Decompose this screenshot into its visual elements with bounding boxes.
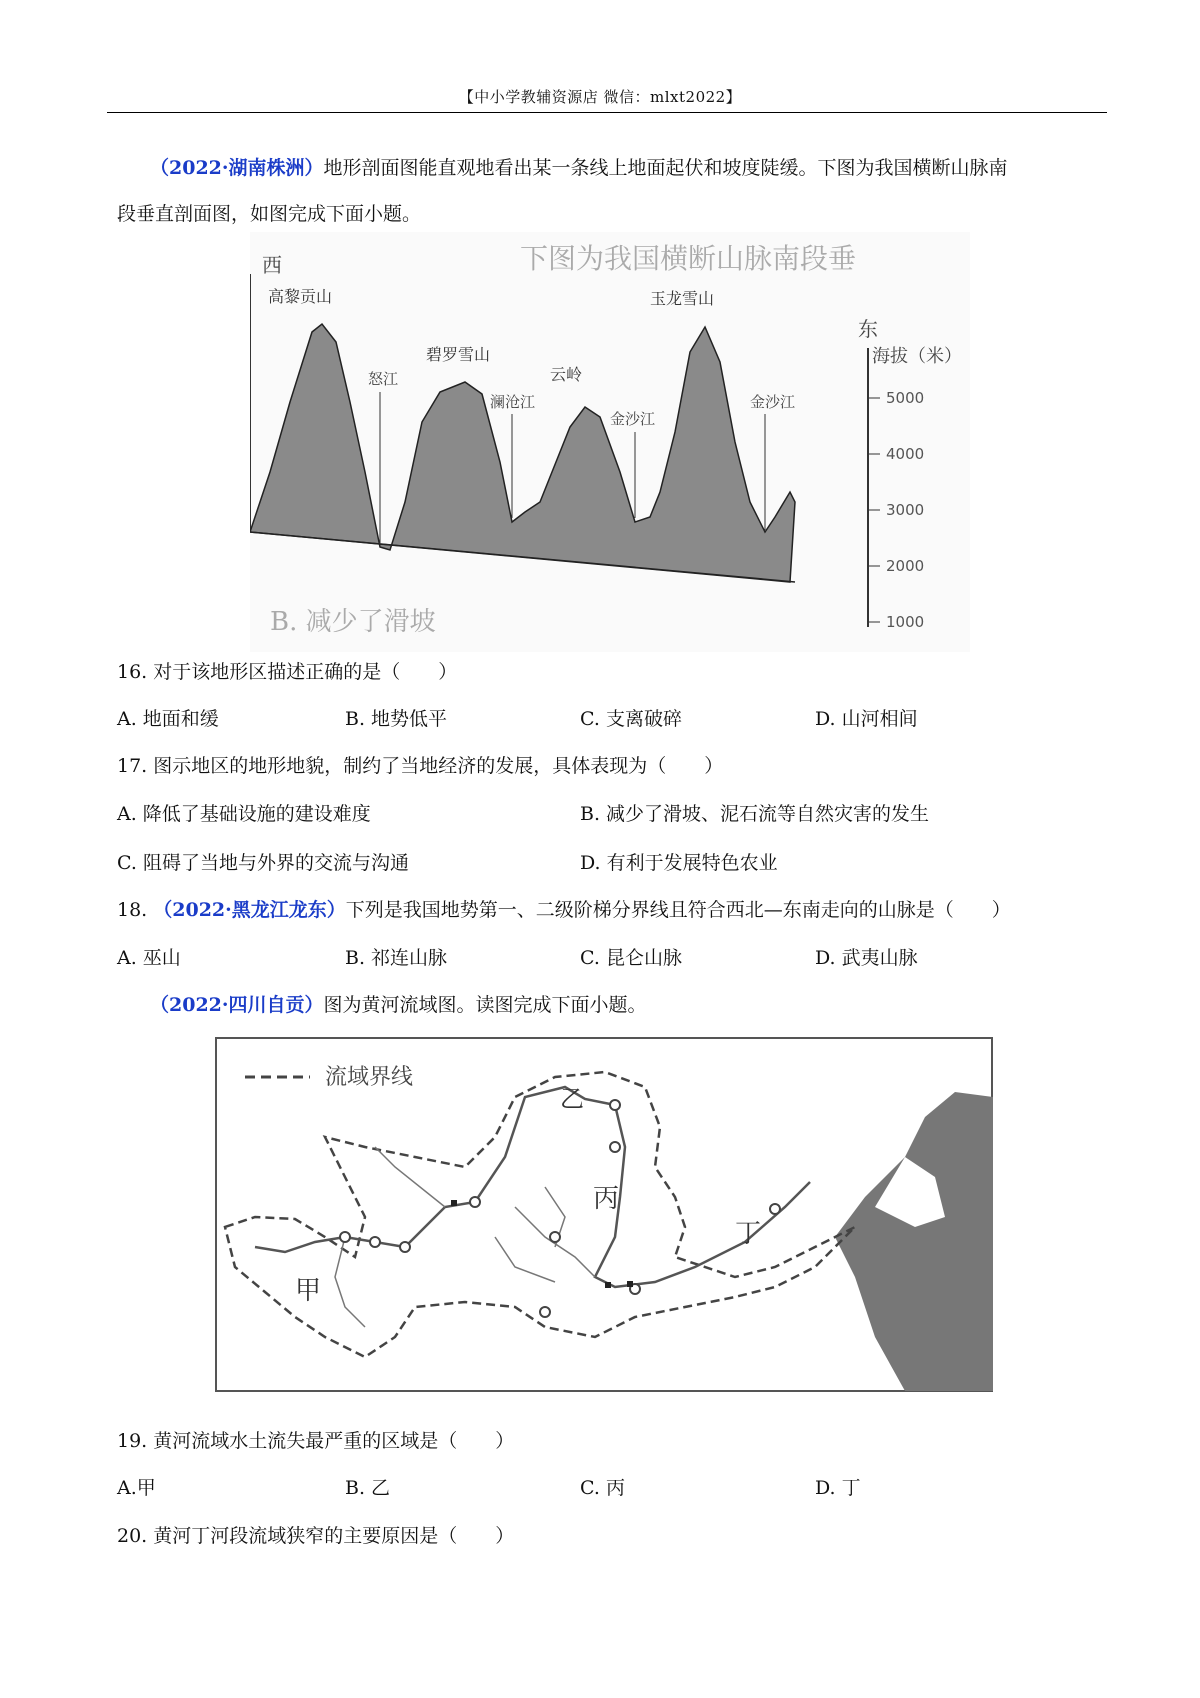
q17-option-b[interactable]: B. 减少了滑坡、泥石流等自然灾害的发生 [580,803,930,825]
region-label-yi: 乙 [560,1085,584,1113]
west-label: 西 [262,253,282,277]
q18-option-b[interactable]: B. 祁连山脉 [345,947,448,969]
q19-option-a[interactable]: A.甲 [117,1477,156,1499]
region-label-ding: 丁 [735,1219,762,1249]
q16-option-a[interactable]: A. 地面和缓 [117,708,219,730]
tick-3000: 3000 [886,501,925,519]
question-16-stem: 16. 对于该地形区描述正确的是（ ） [117,661,458,683]
river-jinsha-2: 金沙江 [750,393,796,411]
question-19-stem: 19. 黄河流域水土流失最严重的区域是（ ） [117,1430,515,1452]
intro-1-line-2: 段垂直剖面图，如图完成下面小题。 [117,203,422,225]
q18-option-a[interactable]: A. 巫山 [117,947,181,969]
map-legend-label: 流域界线 [325,1065,414,1090]
altitude-axis-label: 海拔（米） [872,346,962,367]
question-20-stem: 20. 黄河丁河段流域狭窄的主要原因是（ ） [117,1525,515,1547]
q19-option-b[interactable]: B. 乙 [345,1477,391,1499]
question-17-stem: 17. 图示地区的地形地貌，制约了当地经济的发展，具体表现为（ ） [117,755,724,777]
intro-2-text: 图为黄河流域图。读图完成下面小题。 [323,994,647,1016]
river-lancang: 澜沧江 [490,393,536,411]
mountain-gaoligong: 高黎贡山 [268,287,333,306]
tick-1000: 1000 [886,613,925,631]
q16-option-d[interactable]: D. 山河相间 [815,708,918,730]
source-tag-zhuzhou: （2022·湖南株洲） [150,157,324,179]
q19-option-d[interactable]: D. 丁 [815,1477,861,1499]
east-label: 东 [858,317,878,341]
terrain-profile-figure [250,232,970,652]
region-label-jia: 甲 [295,1276,322,1306]
tick-4000: 4000 [886,445,925,463]
q19-option-c[interactable]: C. 丙 [580,1477,625,1499]
mountain-yulong: 玉龙雪山 [650,289,715,308]
mountain-biluo: 碧罗雪山 [426,345,491,364]
header-rule [107,112,1107,113]
river-jinsha-1: 金沙江 [610,410,656,428]
source-tag-longdong: （2022·黑龙江龙东） [153,899,346,921]
tick-5000: 5000 [886,389,925,407]
q16-option-b[interactable]: B. 地势低平 [345,708,448,730]
q17-option-c[interactable]: C. 阻碍了当地与外界的交流与沟通 [117,852,409,874]
region-label-bing: 丙 [593,1184,620,1214]
profile-top-caption: 下图为我国横断山脉南段垂 [520,242,857,275]
q18-number: 18. [117,899,154,921]
mountain-yunling: 云岭 [550,365,583,384]
yellow-river-basin-map [215,1037,993,1392]
page-header: 【中小学教辅资源店 微信：mlxt2022】 [458,88,742,106]
q17-option-a[interactable]: A. 降低了基础设施的建设难度 [117,803,371,825]
q18-text: 下列是我国地势第一、二级阶梯分界线且符合西北—东南走向的山脉是（ ） [345,899,1011,921]
intro-1-line-1 [150,154,1008,182]
tick-2000: 2000 [886,557,925,575]
q17-option-d[interactable]: D. 有利于发展特色农业 [580,852,778,874]
profile-bottom-caption: B. 减少了滑坡 [270,607,436,637]
source-tag-zigong: （2022·四川自贡） [150,994,324,1016]
question-18-stem [117,896,1011,924]
q16-option-c[interactable]: C. 支离破碎 [580,708,682,730]
intro-2-line [150,991,647,1019]
q18-option-d[interactable]: D. 武夷山脉 [815,947,918,969]
river-nujiang: 怒江 [368,370,399,388]
intro-1-text-1: 地形剖面图能直观地看出某一条线上地面起伏和坡度陡缓。下图为我国横断山脉南 [323,157,1008,179]
q18-option-c[interactable]: C. 昆仑山脉 [580,947,682,969]
